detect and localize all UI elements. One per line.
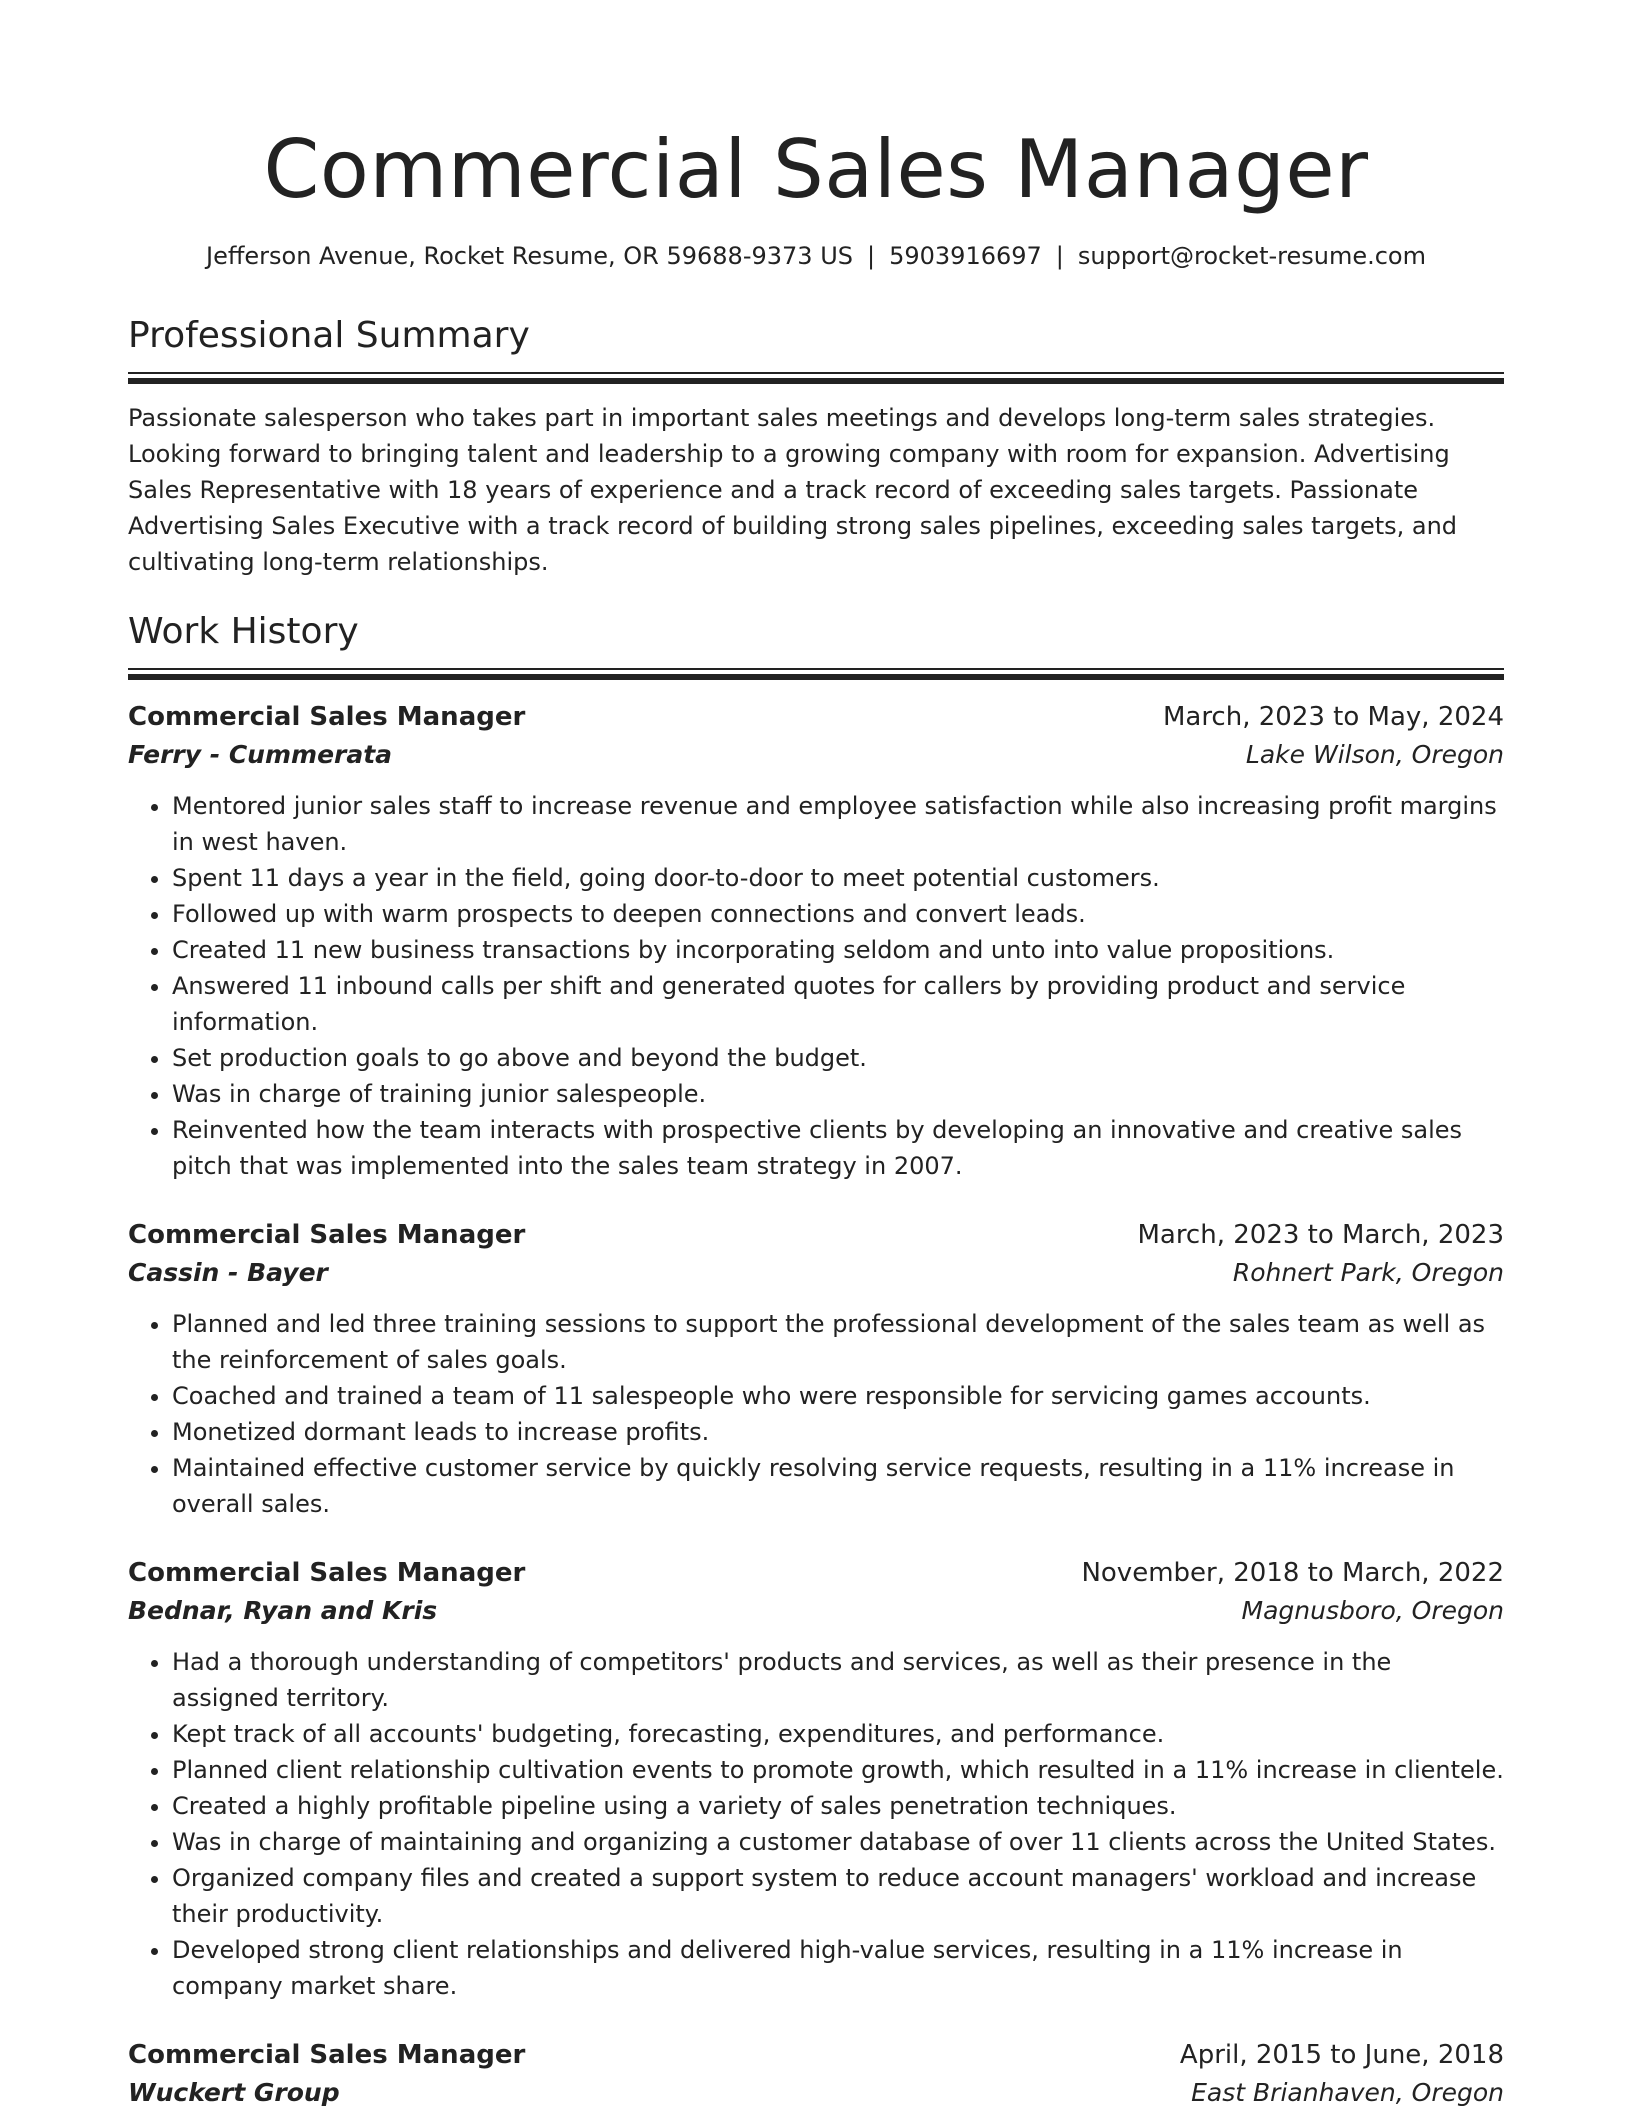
job-title: Commercial Sales Manager (128, 2040, 526, 2070)
job-bullet: • Coached and trained a team of 11 salespeople who were responsible for servicing games accounts. (172, 1378, 1504, 1414)
company-row (128, 2074, 1504, 2112)
divider-thin-line (128, 372, 1504, 374)
job-bullet: • Mentored junior sales staff to increase revenue and employee satisfaction while also increasing profit margins in west haven. (172, 788, 1504, 860)
contact-phone: 5903916697 (889, 242, 1042, 270)
job-bullet: • Created 11 new business transactions by incorporating seldom and unto into value propositions. (172, 932, 1504, 968)
job-header (128, 2036, 1504, 2074)
job-entry (128, 2036, 1504, 2112)
company-row (128, 736, 1504, 774)
job-bullet: • Had a thorough understanding of competitors' products and services, as well as their presence in the assigned territory. (172, 1644, 1504, 1716)
job-location: Lake Wilson, Oregon (1245, 740, 1504, 769)
resume-name: Commercial Sales Manager (263, 123, 1369, 216)
job-bullet: • Kept track of all accounts' budgeting, forecasting, expenditures, and performance. (172, 1716, 1504, 1752)
job-dates: November, 2018 to March, 2022 (1081, 1558, 1504, 1588)
divider-thick-line (128, 378, 1504, 384)
job-bullet: • Was in charge of training junior salespeople. (172, 1076, 1504, 1112)
job-bullet: • Was in charge of maintaining and organizing a customer database of over 11 clients across the United States. (172, 1824, 1504, 1860)
contact-email: support@rocket-resume.com (1077, 242, 1426, 270)
company-row (128, 1592, 1504, 1630)
job-bullets (128, 788, 1504, 1184)
company-name: Bednar, Ryan and Kris (128, 1596, 438, 1625)
job-bullet: • Answered 11 inbound calls per shift and generated quotes for callers by providing product and service information. (172, 968, 1504, 1040)
job-title: Commercial Sales Manager (128, 702, 526, 732)
summary-text: Passionate salesperson who takes part in important sales meetings and develops long-term sales strategies. Looking forward to bringing talent and leadership to a growing company with room for expansion. Advertising Sales Representative with 18 years of experience and a track record of exceeding sales targets. Passionate Advertising Sales Executive with a track record of building strong sales pipelines, exceeding sales targets, and cultivating long-term relationships. (128, 404, 1458, 576)
job-dates: March, 2023 to March, 2023 (1137, 1220, 1504, 1250)
job-dates: March, 2023 to May, 2024 (1162, 702, 1504, 732)
company-row (128, 1254, 1504, 1292)
divider-thick-line (128, 674, 1504, 680)
job-bullet: • Monetized dormant leads to increase profits. (172, 1414, 1504, 1450)
job-header (128, 1216, 1504, 1254)
job-bullets (128, 1644, 1504, 2004)
company-name: Ferry - Cummerata (128, 740, 393, 769)
job-bullet: • Set production goals to go above and beyond the budget. (172, 1040, 1504, 1076)
contact-line (128, 240, 1504, 272)
job-bullet: • Maintained effective customer service by quickly resolving service requests, resulting in a 11% increase in overall sales. (172, 1450, 1504, 1522)
job-bullets (128, 1306, 1504, 1522)
job-header (128, 1554, 1504, 1592)
job-entry (128, 698, 1504, 1184)
contact-separator: | (867, 242, 876, 270)
job-title: Commercial Sales Manager (128, 1220, 526, 1250)
contact-separator: | (1055, 242, 1064, 270)
job-bullet: • Spent 11 days a year in the field, going door-to-door to meet potential customers. (172, 860, 1504, 896)
section-divider (128, 372, 1504, 384)
job-entry (128, 1216, 1504, 1522)
job-entry (128, 1554, 1504, 2004)
job-bullet: • Planned and led three training sessions to support the professional development of the sales team as well as the reinforcement of sales goals. (172, 1306, 1504, 1378)
section-title-work-history: Work History (128, 611, 359, 652)
section-divider (128, 668, 1504, 680)
job-location: Rohnert Park, Oregon (1232, 1258, 1504, 1287)
company-name: Cassin - Bayer (128, 1258, 328, 1287)
job-bullet: • Followed up with warm prospects to deepen connections and convert leads. (172, 896, 1504, 932)
summary-section (128, 312, 1504, 580)
job-location: East Brianhaven, Oregon (1191, 2078, 1504, 2107)
job-bullet: • Planned client relationship cultivation events to promote growth, which resulted in a 11% increase in clientele. (172, 1752, 1504, 1788)
job-bullet: • Reinvented how the team interacts with prospective clients by developing an innovative and creative sales pitch that was implemented into the sales team strategy in 2007. (172, 1112, 1504, 1184)
job-title: Commercial Sales Manager (128, 1558, 526, 1588)
work-history-section (128, 608, 1504, 2112)
job-dates: April, 2015 to June, 2018 (1179, 2040, 1504, 2070)
section-title-summary: Professional Summary (128, 315, 530, 356)
divider-thin-line (128, 668, 1504, 670)
job-bullet: • Organized company files and created a support system to reduce account managers' workload and increase their productivity. (172, 1860, 1504, 1932)
job-header (128, 698, 1504, 736)
job-bullet: • Developed strong client relationships and delivered high-value services, resulting in a 11% increase in company market share. (172, 1932, 1504, 2004)
job-location: Magnusboro, Oregon (1241, 1596, 1504, 1625)
contact-address: Jefferson Avenue, Rocket Resume, OR 59688-9373 US (206, 242, 853, 270)
job-bullet: • Created a highly profitable pipeline using a variety of sales penetration techniques. (172, 1788, 1504, 1824)
company-name: Wuckert Group (128, 2078, 340, 2107)
